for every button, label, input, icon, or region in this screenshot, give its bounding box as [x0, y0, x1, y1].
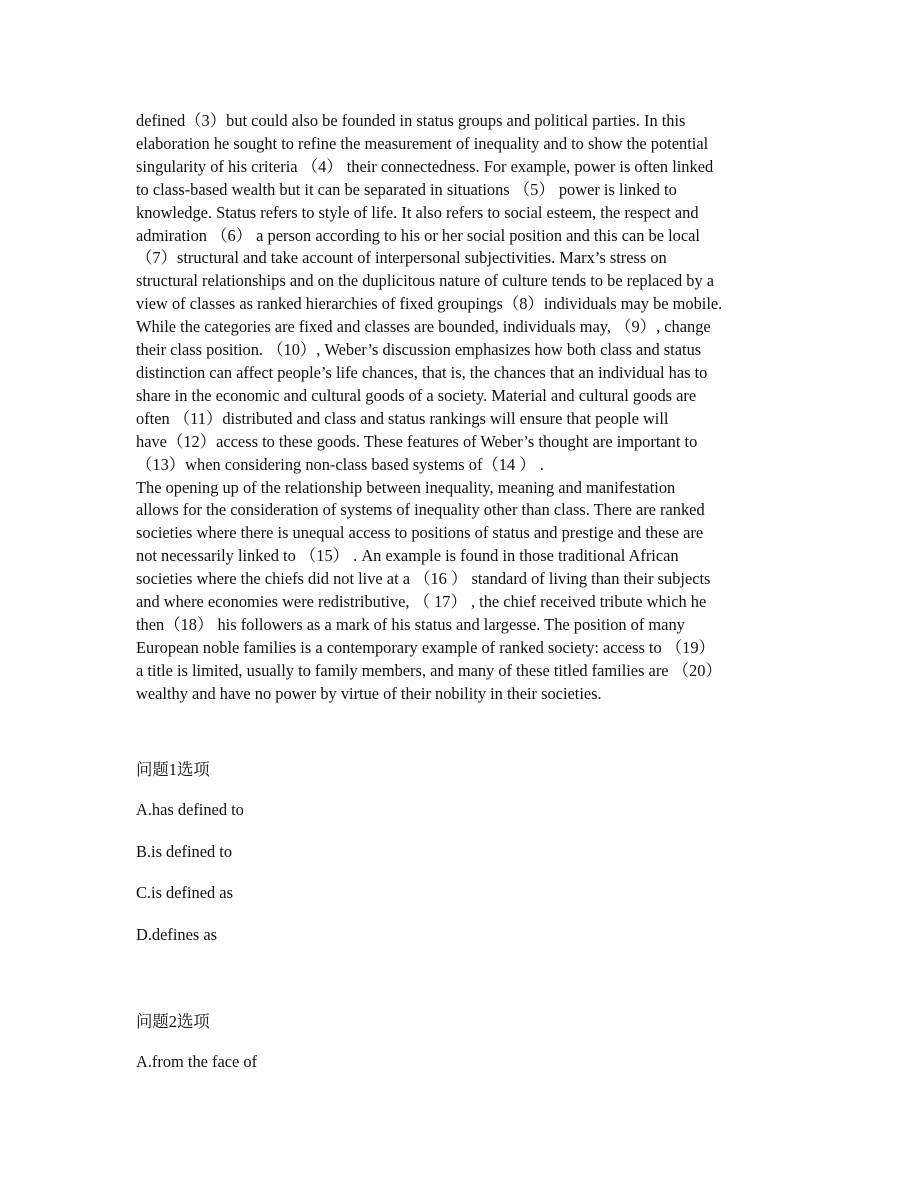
passage-line: （13）when considering non-class based systems of（14 ） .	[136, 454, 544, 474]
passage-line: European noble families is a contemporary example of ranked society: access to （19）	[136, 637, 715, 657]
question-1-title: 问题1选项	[136, 760, 210, 779]
question-2-title: 问题2选项	[136, 1012, 210, 1031]
question-2-option-a[interactable]: A.from the face of	[136, 1052, 258, 1071]
reading-passage	[136, 110, 796, 706]
question-1-option-b[interactable]: B.is defined to	[136, 842, 233, 861]
passage-line: a title is limited, usually to family members, and many of these titled families are （20）	[136, 660, 722, 680]
passage-line: societies where there is unequal access to positions of status and prestige and these are	[136, 523, 704, 543]
passage-line: societies where the chiefs did not live at a （16 ） standard of living than their subjects	[136, 569, 711, 589]
passage-line: admiration （6） a person according to his or her social position and this can be local	[136, 225, 700, 245]
passage-line: defined（3）but could also be founded in status groups and political parties. In this	[136, 111, 686, 130]
passage-line: often （11）distributed and class and status rankings will ensure that people will	[136, 408, 669, 428]
passage-line: （7）structural and take account of interpersonal subjectivities. Marx’s stress on	[136, 248, 667, 268]
passage-line: allows for the consideration of systems of inequality other than class. There are ranked	[136, 500, 705, 520]
passage-line: then（18） his followers as a mark of his status and largesse. The position of many	[136, 614, 685, 634]
passage-line: to class-based wealth but it can be separated in situations （5） power is linked to	[136, 179, 677, 199]
passage-line: The opening up of the relationship between inequality, meaning and manifestation	[136, 477, 676, 497]
passage-line: and where economies were redistributive, （ 17） , the chief received tribute which he	[136, 592, 707, 612]
passage-line: view of classes as ranked hierarchies of fixed groupings（8）individuals may be mobile.	[136, 294, 723, 314]
passage-line: wealthy and have no power by virtue of their nobility in their societies.	[136, 683, 602, 703]
question-1-option-a[interactable]: A.has defined to	[136, 800, 244, 819]
passage-line: their class position. （10）, Weber’s discussion emphasizes how both class and status	[136, 340, 702, 360]
passage-line: elaboration he sought to refine the measurement of inequality and to show the potential	[136, 133, 709, 153]
passage-line: have（12）access to these goods. These features of Weber’s thought are important to	[136, 431, 698, 451]
passage-line: While the categories are fixed and classes are bounded, individuals may, （9）, change	[136, 317, 711, 337]
passage-line: singularity of his criteria （4） their connectedness. For example, power is often linked	[136, 156, 714, 176]
passage-line: not necessarily linked to （15） . An example is found in those traditional African	[136, 546, 679, 566]
passage-line: distinction can affect people’s life chances, that is, the chances that an individual has to	[136, 362, 708, 382]
passage-line: share in the economic and cultural goods of a society. Material and cultural goods are	[136, 385, 697, 405]
question-1-option-d[interactable]: D.defines as	[136, 925, 218, 944]
passage-line: knowledge. Status refers to style of life. It also refers to social esteem, the respect and	[136, 202, 699, 222]
question-1-option-c[interactable]: C.is defined as	[136, 883, 233, 902]
passage-line: structural relationships and on the duplicitous nature of culture tends to be replaced by a	[136, 271, 715, 291]
